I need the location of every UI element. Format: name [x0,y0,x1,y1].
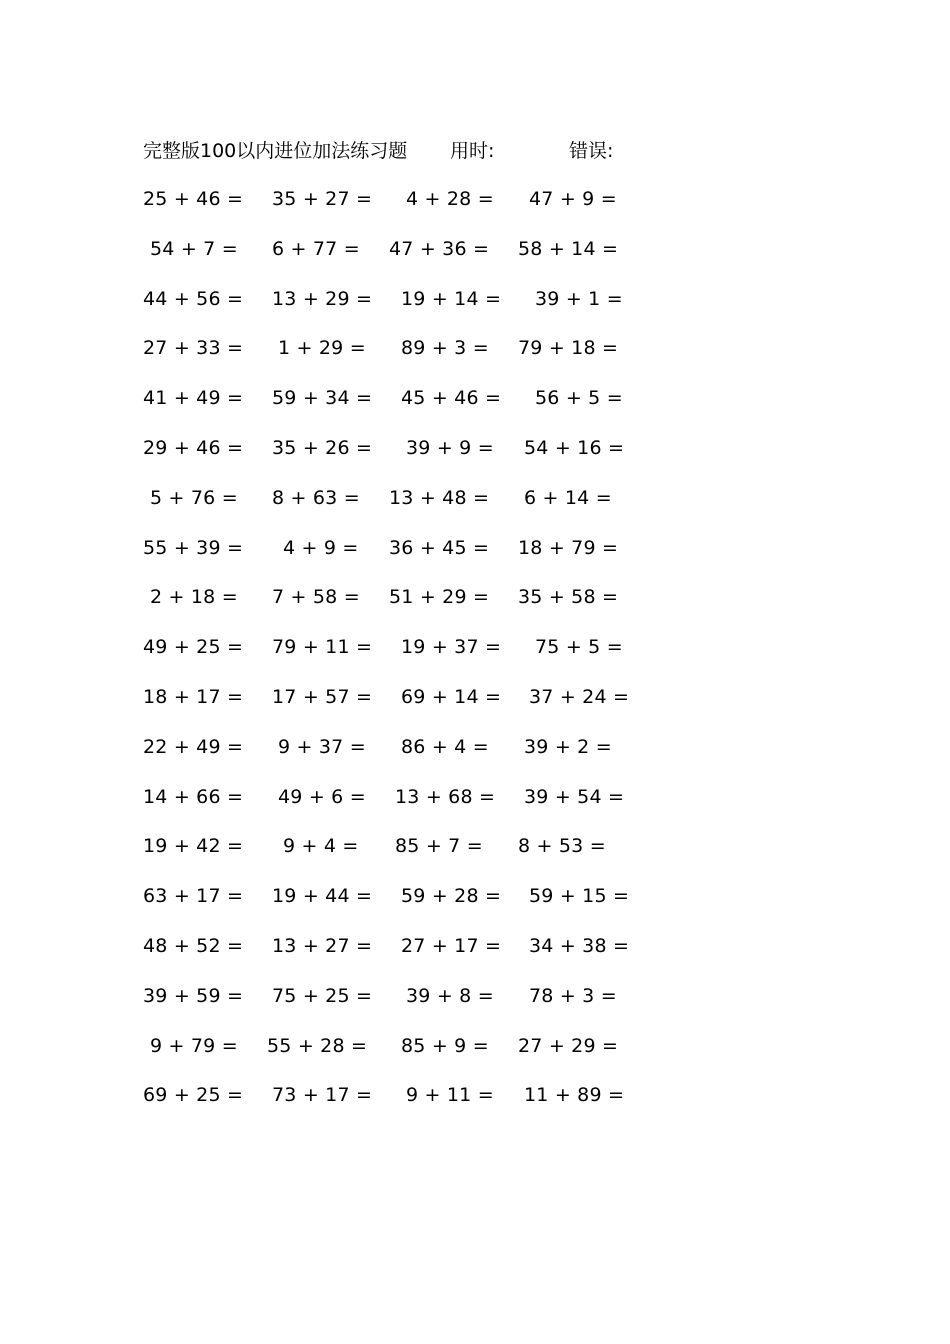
addition-problem: 51 + 29 = [389,586,490,609]
worksheet-title: 完整版100以内进位加法练习题 [143,140,408,162]
addition-problem: 1 + 29 = [278,337,366,360]
addition-problem: 8 + 63 = [272,486,360,509]
addition-problem: 19 + 14 = [401,287,502,310]
addition-problem: 39 + 54 = [524,785,625,808]
addition-problem: 34 + 38 = [529,935,630,957]
addition-problem: 37 + 24 = [529,686,630,708]
addition-problem: 11 + 89 = [524,1084,625,1107]
addition-problem: 25 + 46 = [143,188,244,210]
addition-problem: 75 + 5 = [535,636,623,659]
addition-problem: 39 + 59 = [143,984,244,1007]
addition-problem: 27 + 17 = [401,935,502,957]
addition-problem: 13 + 68 = [395,785,496,808]
addition-problem: 44 + 56 = [143,287,244,310]
addition-problem: 59 + 28 = [401,885,502,908]
addition-problem: 27 + 33 = [143,337,244,360]
addition-problem: 14 + 66 = [143,785,244,808]
addition-problem: 85 + 9 = [401,1034,489,1057]
addition-problem: 17 + 57 = [272,686,373,708]
addition-problem: 39 + 2 = [524,735,612,758]
addition-problem: 6 + 14 = [524,486,612,509]
addition-problem: 35 + 27 = [272,188,373,210]
addition-problem: 79 + 11 = [272,636,373,659]
addition-problem: 49 + 25 = [143,636,244,659]
addition-problem: 5 + 76 = [150,486,238,509]
addition-problem: 29 + 46 = [143,437,244,459]
addition-problem: 9 + 37 = [278,735,366,758]
time-label: 用时: [450,140,495,162]
addition-problem: 41 + 49 = [143,387,244,410]
addition-problem: 45 + 46 = [401,387,502,410]
addition-problem: 36 + 45 = [389,536,490,559]
addition-problem: 75 + 25 = [272,984,373,1007]
addition-problem: 55 + 28 = [267,1034,368,1057]
addition-problem: 39 + 9 = [406,437,494,459]
errors-label: 错误: [569,140,614,162]
addition-problem: 4 + 28 = [406,188,494,210]
addition-problem: 63 + 17 = [143,885,244,908]
addition-problem: 8 + 53 = [518,835,606,858]
addition-problem: 59 + 15 = [529,885,630,908]
addition-problem: 54 + 16 = [524,437,625,459]
addition-problem: 78 + 3 = [529,984,617,1007]
addition-problem: 48 + 52 = [143,935,244,957]
addition-problem: 47 + 36 = [389,237,490,260]
addition-problem: 9 + 79 = [150,1034,238,1057]
addition-problem: 22 + 49 = [143,735,244,758]
addition-problem: 4 + 9 = [283,536,359,559]
addition-problem: 18 + 79 = [518,536,619,559]
addition-problem: 49 + 6 = [278,785,366,808]
addition-problem: 55 + 39 = [143,536,244,559]
addition-problem: 39 + 1 = [535,287,623,310]
addition-problem: 89 + 3 = [401,337,489,360]
addition-problem: 56 + 5 = [535,387,623,410]
addition-problem: 86 + 4 = [401,735,489,758]
addition-problem: 73 + 17 = [272,1084,373,1107]
addition-problem: 27 + 29 = [518,1034,619,1057]
addition-problem: 19 + 42 = [143,835,244,858]
addition-problem: 13 + 48 = [389,486,490,509]
addition-problem: 85 + 7 = [395,835,483,858]
addition-problem: 2 + 18 = [150,586,238,609]
addition-problem: 35 + 58 = [518,586,619,609]
addition-problem: 19 + 44 = [272,885,373,908]
addition-problem: 13 + 27 = [272,935,373,957]
addition-problem: 19 + 37 = [401,636,502,659]
addition-problem: 47 + 9 = [529,188,617,210]
addition-problem: 54 + 7 = [150,237,238,260]
addition-problem: 13 + 29 = [272,287,373,310]
addition-problem: 9 + 11 = [406,1084,494,1107]
addition-problem: 79 + 18 = [518,337,619,360]
addition-problem: 39 + 8 = [406,984,494,1007]
addition-problem: 35 + 26 = [272,437,373,459]
addition-problem: 7 + 58 = [272,586,360,609]
addition-problem: 69 + 25 = [143,1084,244,1107]
addition-problem: 69 + 14 = [401,686,502,708]
addition-problem: 9 + 4 = [283,835,359,858]
addition-problem: 18 + 17 = [143,686,244,708]
addition-problem: 59 + 34 = [272,387,373,410]
addition-problem: 6 + 77 = [272,237,360,260]
addition-problem: 58 + 14 = [518,237,619,260]
